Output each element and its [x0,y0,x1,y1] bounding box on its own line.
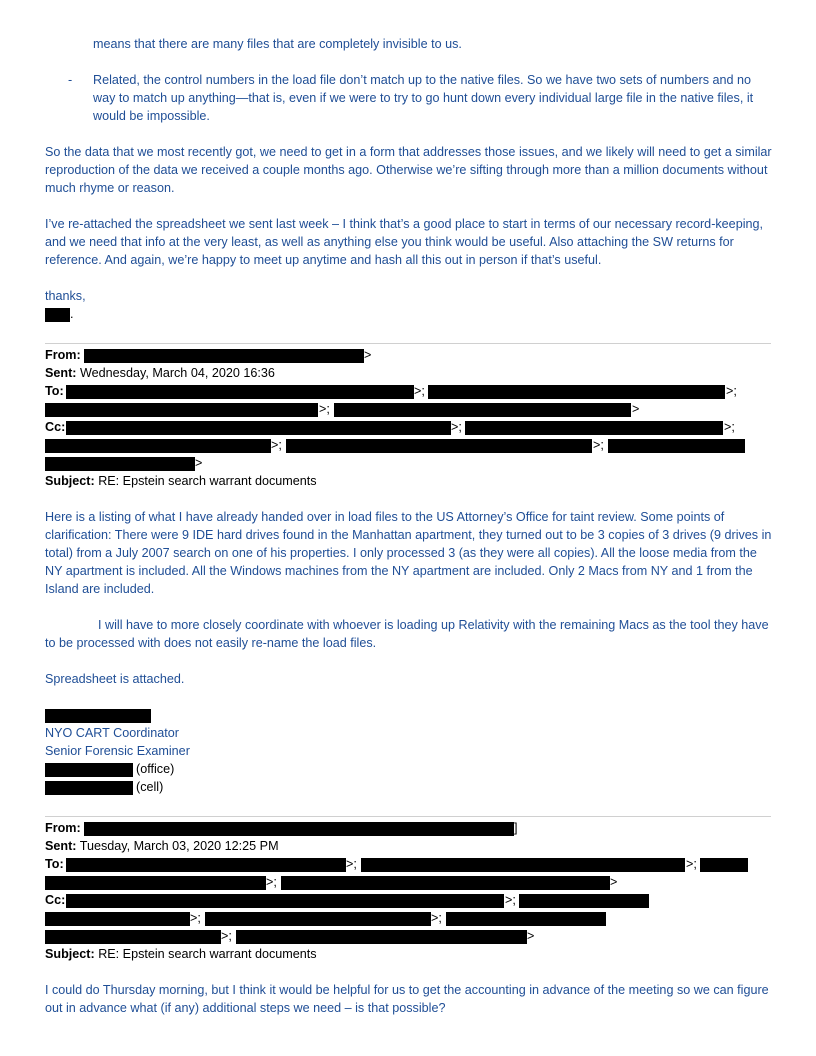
redaction-cc [45,930,221,944]
gt-mark: > [632,402,640,416]
email1-from: From: [45,348,81,362]
redaction-to [45,876,266,890]
email1-cc: Cc: [45,420,66,434]
redaction-cc [608,439,745,453]
redaction-to [428,385,725,399]
redaction-phone [45,763,133,777]
redaction-name [45,709,151,723]
sep-mark: >; [593,438,604,452]
sig-title-2: Senior Forensic Examiner [45,744,190,758]
redaction-cc [465,421,723,435]
paragraph-1: So the data that we most recently got, we need to get in a form that addresses those issues, and we likely will need to get a similar reproduction of the data we received a couple months ago. Otherwise we’re sifting through more than a million documents without much rhyme or reason. [45,145,772,195]
email2-sent: Sent: Tuesday, March 03, 2020 12:25 PM [45,839,279,853]
sep-mark: >; [431,911,442,925]
sep-mark: >; [414,384,425,398]
bullet-dash: - [68,73,73,87]
redaction-cc [45,439,271,453]
redaction-cc [286,439,592,453]
email1-subject: Subject: RE: Epstein search warrant documents [45,474,317,488]
redaction-to [700,858,748,872]
email2-to: To: [45,857,64,871]
sep-mark: >; [190,911,201,925]
redaction-phone [45,781,133,795]
email1-body-3: Spreadsheet is attached. [45,672,185,686]
redaction-cc [205,912,431,926]
redaction-signature [45,308,70,322]
paragraph-2: I’ve re-attached the spreadsheet we sent last week – I think that’s a good place to start in terms of our necessary record-keeping, and we need that info at the very least, as well as anything else you think would be useful. Also attaching the SW returns for reference. And again, we’re happy to meet up anytime and hash all this out in person if that’s useful. [45,217,763,267]
sep-mark: >; [271,438,282,452]
redaction-from [84,822,514,836]
email2-from: From: [45,821,81,835]
sep-mark: >; [724,420,735,434]
email2-cc: Cc: [45,893,66,907]
sep-mark: >; [266,875,277,889]
redaction-cc [66,421,451,435]
redaction-cc [446,912,606,926]
sep-mark: >; [505,893,516,907]
redaction-to [45,403,318,417]
gt-mark: > [610,875,618,889]
gt-mark: > [364,348,372,362]
gt-mark: > [527,929,535,943]
sep-mark: >; [686,857,697,871]
redaction-to [66,385,414,399]
redaction-cc [236,930,527,944]
gt-mark: > [195,456,203,470]
email2-subject: Subject: RE: Epstein search warrant documents [45,947,317,961]
email1-sent: Sent: Wednesday, March 04, 2020 16:36 [45,366,275,380]
intro-line: means that there are many files that are completely invisible to us. [93,37,462,51]
sep-mark: >; [451,420,462,434]
redaction-cc [66,894,504,908]
sep-mark: >; [726,384,737,398]
sep-mark: >; [319,402,330,416]
redaction-to [361,858,685,872]
redaction-cc [519,894,649,908]
email2-body-1: I could do Thursday morning, but I think it would be helpful for us to get the accounting in advance of the meeting so we can figure out in advance what (if any) additional steps we need – is that possible? [45,983,769,1015]
sig-title-1: NYO CART Coordinator [45,726,179,740]
sep-mark: >; [221,929,232,943]
email1-body-1: Here is a listing of what I have already handed over in load files to the US Attorney’s Office for taint review. Some points of clarification: There were 9 IDE hard drives found in the Manhattan apartment, they turned out to be 3 copies of 3 drives (9 drives in total) from a July 2007 search on one of his properties. I only processed 3 (as they were all copies). All the loose media from the NY apartment is included. All the Windows machines from the NY apartment are included. Only 2 Macs from NY and 1 from the Island are included. [45,510,772,596]
sig-cell: (cell) [136,780,164,794]
bullet-text: Related, the control numbers in the load file don’t match up to the native files. So we have two sets of numbers and no way to match up anything—that is, even if we were to try to go hunt down every individual large file in the native files, it would be impossible. [93,73,754,123]
redaction-cc [45,912,190,926]
signature-period: . [70,307,74,321]
redaction-to [334,403,631,417]
divider [45,816,771,817]
sep-mark: >; [346,857,357,871]
sig-office: (office) [136,762,175,776]
redaction-to [66,858,346,872]
closing: thanks, [45,289,86,303]
email1-to: To: [45,384,64,398]
email1-body-2: I will have to more closely coordinate with whoever is loading up Relativity with the remaining Macs as the tool they have to be processed with does not easily re-name the load files. [45,618,769,650]
redaction-from [84,349,364,363]
divider [45,343,771,344]
redaction-to [281,876,610,890]
bracket-mark: ] [514,821,518,835]
redaction-cc [45,457,195,471]
